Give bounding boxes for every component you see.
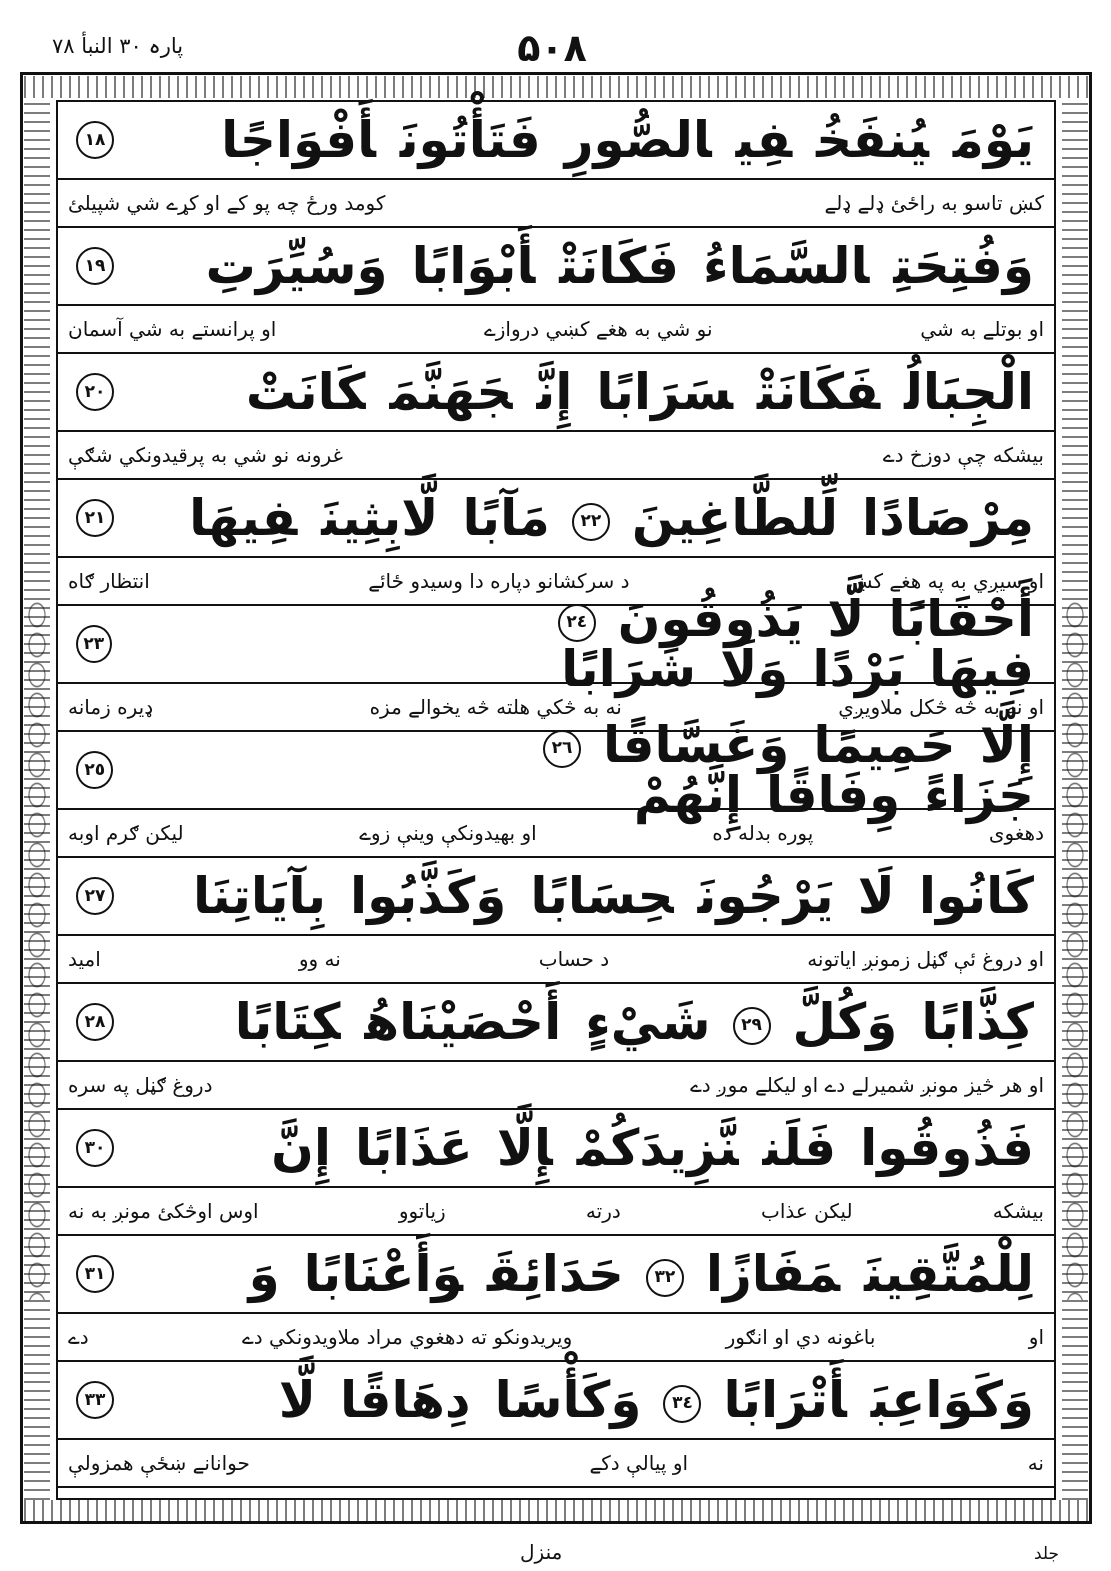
arabic-word: حِسَابًا — [530, 867, 674, 925]
pashto-translation-line — [58, 1188, 1054, 1236]
translation-phrase: او دروغ ئې ګڼل زمونږ ایاتونه — [807, 947, 1044, 971]
arabic-word: أَحْصَيْنَاهُ — [364, 993, 562, 1051]
ayah-number-marker: ٢٣ — [76, 625, 112, 663]
arabic-word: إِنَّهُمْ — [633, 766, 743, 824]
arabic-word: مَآبًا — [462, 489, 550, 547]
translation-phrase: او نه به څه څکل ملاویږي — [838, 695, 1044, 719]
arabic-word: فِيهَا — [189, 489, 298, 547]
translation-phrase: او هر څیز مونږ شمیرلے دے او لیکلے موږ دے — [690, 1073, 1044, 1097]
arabic-word: يَرْجُونَ — [697, 867, 834, 925]
arabic-word: وَفُتِحَتِ — [893, 237, 1034, 295]
arabic-word: فَذُوقُوا — [860, 1119, 1034, 1177]
arabic-word: يَوْمَ — [952, 111, 1034, 169]
arabic-verse-line — [58, 590, 1054, 698]
translation-phrase: د سرکشانو دپاره دا وسیدو ځائے — [368, 569, 630, 593]
translation-phrase: نه به څکي هلته څه یخوالے مزه — [369, 695, 622, 719]
translation-phrase: انتظار ګاه — [68, 569, 150, 593]
translation-phrase: کومد ورځ چه پو کے او کړے شي شپیلئ — [68, 191, 386, 215]
arabic-text — [223, 993, 1046, 1051]
translation-phrase: او پیالې دکے — [589, 1451, 689, 1475]
footer-manzil: منزل — [520, 1540, 563, 1564]
arabic-verse-line — [58, 858, 1054, 936]
arabic-word: إِنَّ — [536, 363, 573, 421]
arabic-text — [123, 716, 1046, 824]
arabic-text — [267, 1371, 1046, 1429]
arabic-word: كِذَّابًا — [921, 993, 1034, 1051]
arabic-verse-line — [58, 480, 1054, 558]
pashto-translation-line — [58, 810, 1054, 858]
arabic-word: وَكَأْسًا — [494, 1371, 642, 1429]
arabic-word: فَلَن — [762, 1119, 837, 1177]
arabic-word: وَ — [248, 1245, 280, 1303]
arabic-verse-line — [58, 228, 1054, 306]
arabic-text — [177, 489, 1046, 547]
arabic-word: وَكَوَاعِبَ — [870, 1371, 1034, 1429]
ayah-number-marker: ٢٤ — [558, 604, 596, 642]
arabic-word: فَكَانَتْ — [757, 363, 881, 421]
arabic-word: وَكَذَّبُوا — [350, 867, 507, 925]
ayah-number-marker: ٢٨ — [76, 1003, 114, 1041]
arabic-text — [122, 590, 1046, 698]
arabic-word: لِلْمُتَّقِينَ — [864, 1245, 1034, 1303]
arabic-word: يَذُوقُونَ — [617, 590, 804, 648]
arabic-text — [259, 1119, 1046, 1177]
arabic-word: سَرَابًا — [596, 363, 734, 421]
translation-phrase: باغونه دي او انګور — [725, 1325, 876, 1349]
page-number: ۵۰۸ — [517, 26, 587, 70]
arabic-word: وَسُيِّرَتِ — [205, 237, 388, 295]
arabic-word: شَرَابًا — [561, 640, 697, 698]
translation-phrase: حوانانے ښځې همزولې — [68, 1451, 250, 1475]
translation-phrase: پوره بدله ده — [712, 821, 814, 845]
translation-phrase: او پرانستے به شي آسمان — [68, 317, 277, 341]
arabic-word: يُنفَخُ — [816, 111, 929, 169]
arabic-word: فَتَأْتُونَ — [399, 111, 541, 169]
translation-phrase: نه — [1027, 1451, 1044, 1475]
translation-phrase: بیشکه — [992, 1199, 1044, 1223]
pashto-translation-line — [58, 1062, 1054, 1110]
arabic-word: وَغَسَّاقًا — [602, 716, 790, 774]
translation-phrase: دروغ ګڼل په سره — [68, 1073, 213, 1097]
arabic-word: كَانَتْ — [245, 363, 366, 421]
arabic-word: فَكَانَتْ — [559, 237, 680, 295]
translation-phrase: ډیره زمانه — [68, 695, 154, 719]
arabic-word: بَرْدًا — [812, 640, 906, 698]
arabic-word: إِلَّا — [496, 1119, 553, 1177]
translation-phrase: درته — [585, 1199, 621, 1223]
ayah-number-marker: ١٨ — [76, 121, 114, 159]
arabic-word: حَدَائِقَ — [487, 1245, 624, 1303]
arabic-word: كَانُوا — [918, 867, 1034, 925]
pashto-translation-line — [58, 432, 1054, 480]
frame-chain-right — [1064, 600, 1086, 1300]
arabic-word: لَّابِثِينَ — [321, 489, 439, 547]
arabic-word: أَفْوَاجًا — [221, 111, 376, 169]
arabic-word: فِي — [735, 111, 793, 169]
arabic-word: وَأَعْنَابًا — [303, 1245, 464, 1303]
arabic-verse-line — [58, 716, 1054, 824]
arabic-verse-line — [58, 1110, 1054, 1188]
footer-jild: جلد — [1034, 1544, 1060, 1564]
arabic-verse-line — [58, 102, 1054, 180]
pashto-translation-line — [58, 1440, 1054, 1488]
translation-phrase: نه وو — [298, 947, 341, 971]
arabic-text — [209, 111, 1046, 169]
translation-phrase: ویریدونکو ته دهغوي مراد ملاویدونکي دے — [242, 1325, 573, 1349]
arabic-word: بِآيَاتِنَا — [192, 867, 327, 925]
arabic-text — [237, 1245, 1046, 1303]
translation-phrase: کښ تاسو به راځئ ډلے ډلے — [824, 191, 1044, 215]
ayah-number-marker: ٢٧ — [76, 877, 114, 915]
arabic-word: حَمِيمًا — [813, 716, 956, 774]
translation-phrase: او — [1028, 1325, 1044, 1349]
translation-phrase: دے — [68, 1325, 89, 1349]
translation-phrase: او بهیدونکې وینې زوے — [359, 821, 537, 845]
translation-phrase: نو شي به هغے کښي دروازے — [484, 317, 713, 341]
translation-phrase: د حساب — [538, 947, 610, 971]
translation-phrase: امید — [68, 947, 101, 971]
arabic-word: فِيهَا — [929, 640, 1034, 698]
ayah-number-marker: ٣١ — [76, 1255, 114, 1293]
arabic-word: لَا — [857, 867, 895, 925]
ayah-number-marker: ٢٩ — [733, 1007, 771, 1045]
pashto-translation-line — [58, 180, 1054, 228]
translation-phrase: زیاتوو — [398, 1199, 446, 1223]
translation-phrase: لیکن ګرم اوبه — [68, 821, 184, 845]
arabic-verse-line — [58, 984, 1054, 1062]
arabic-word: وِفَاقًا — [766, 766, 901, 824]
ayah-number-marker: ٣٤ — [663, 1385, 701, 1423]
frame-ornament-top — [24, 76, 1088, 98]
arabic-word: دِهَاقًا — [339, 1371, 471, 1429]
arabic-word: وَلَا — [720, 640, 789, 698]
pashto-translation-line — [58, 936, 1054, 984]
translation-phrase: غرونه نو شي به پرقیدونکي شګې — [68, 443, 343, 467]
arabic-verse-line — [58, 1236, 1054, 1314]
ayah-number-marker: ٢١ — [76, 499, 114, 537]
arabic-word: السَّمَاءُ — [703, 237, 870, 295]
arabic-verse-line — [58, 1362, 1054, 1440]
arabic-word: أَبْوَابًا — [411, 237, 536, 295]
ayah-number-marker: ٣٣ — [76, 1381, 114, 1419]
pashto-translation-line — [58, 1314, 1054, 1362]
arabic-word: جَهَنَّمَ — [389, 363, 513, 421]
arabic-word: جَزَاءً — [924, 766, 1034, 824]
ayah-number-marker: ٢٠ — [76, 373, 114, 411]
arabic-word: مِرْصَادًا — [862, 489, 1034, 547]
ayah-number-marker: ٢٢ — [572, 503, 610, 541]
arabic-verse-line — [58, 354, 1054, 432]
arabic-word: عَذَابًا — [354, 1119, 473, 1177]
pashto-translation-line — [58, 306, 1054, 354]
arabic-text — [194, 237, 1046, 295]
arabic-word: الْجِبَالُ — [904, 363, 1034, 421]
arabic-word: وَكُلَّ — [792, 993, 898, 1051]
arabic-word: إِلَّا — [979, 716, 1034, 774]
ayah-number-marker: ٣٢ — [646, 1259, 684, 1297]
arabic-word: نَّزِيدَكُمْ — [576, 1119, 739, 1177]
arabic-word: أَتْرَابًا — [723, 1371, 847, 1429]
arabic-word: لِّلطَّاغِينَ — [631, 489, 839, 547]
arabic-word: إِنَّ — [271, 1119, 331, 1177]
frame-chain-left — [26, 600, 48, 1300]
translation-phrase: لیکن عذاب — [760, 1199, 853, 1223]
header-para-reference: پارہ ۳۰ النبأ ۷۸ — [52, 34, 184, 58]
arabic-word: كِتَابًا — [234, 993, 341, 1051]
arabic-text — [181, 867, 1046, 925]
ayah-number-marker: ٢٥ — [76, 751, 113, 789]
translation-phrase: بیشکه چې دوزخ دے — [882, 443, 1044, 467]
arabic-word: أَحْقَابًا — [888, 590, 1034, 648]
ayah-number-marker: ٣٠ — [76, 1129, 114, 1167]
frame-ornament-bottom — [24, 1500, 1088, 1522]
arabic-word: الصُّورِ — [564, 111, 712, 169]
translation-phrase: اوس اوڅکئ مونږ به نه — [68, 1199, 259, 1223]
arabic-word: لَّا — [827, 590, 865, 648]
translation-phrase: او سیږي به په هغے کښ — [848, 569, 1044, 593]
arabic-word: شَيْءٍ — [585, 993, 711, 1051]
arabic-text — [234, 363, 1046, 421]
translation-phrase: دهغوی — [988, 821, 1044, 845]
translation-phrase: او بوتلے به شي — [920, 317, 1044, 341]
ayah-number-marker: ١٩ — [76, 247, 114, 285]
ayah-number-marker: ٢٦ — [543, 730, 581, 768]
arabic-word: مَفَازًا — [705, 1245, 841, 1303]
arabic-word: لَّا — [278, 1371, 316, 1429]
